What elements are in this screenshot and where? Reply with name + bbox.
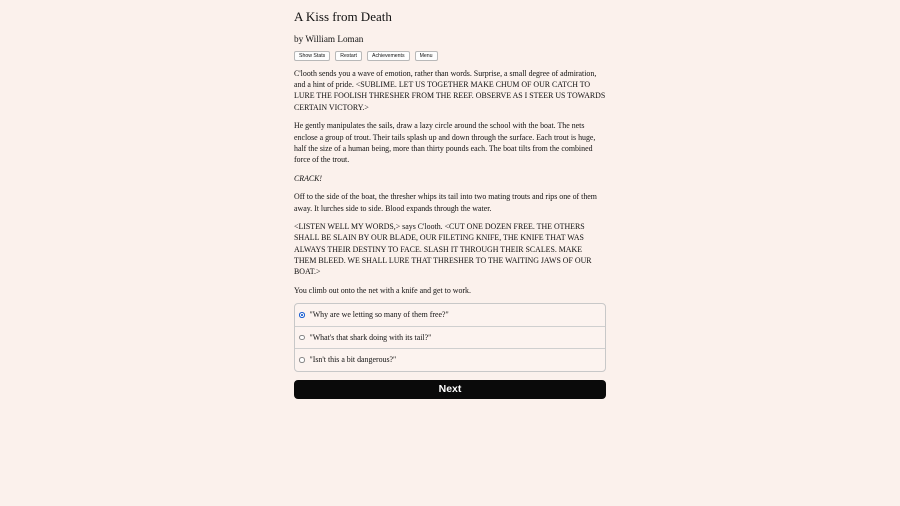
- story-title: A Kiss from Death: [294, 9, 392, 24]
- choice-list: [294, 303, 606, 372]
- passage-paragraph: <LISTEN WELL MY WORDS,> says C'looth. <CUT ONE DOZEN FREE. THE OTHERS SHALL BE SLAIN BY OUR BLADE, OUR FILETING KNIFE, THE KNIFE THAT WAS ALWAYS THEIR DESTINY TO FACE. SLASH IT THROUGH THEIR SCALES. MAKE THEM BLEED. WE SHALL LURE THAT THRESHER TO THE WAITING JAWS OF OUR BOAT.>: [294, 222, 592, 277]
- choice-label: "What's that shark doing with its tail?": [309, 332, 432, 342]
- radio-button[interactable]: [299, 335, 305, 341]
- restart-button[interactable]: Restart: [335, 51, 362, 61]
- choice-option[interactable]: [295, 348, 605, 371]
- radio-button[interactable]: [299, 357, 305, 363]
- passage-paragraph: CRACK!: [294, 173, 323, 183]
- achievements-button[interactable]: Achievements: [367, 51, 410, 61]
- story-container: [294, 8, 606, 399]
- choice-option[interactable]: [295, 304, 605, 326]
- choice-label: "Why are we letting so many of them free?": [309, 310, 449, 320]
- radio-button-selected[interactable]: [299, 312, 305, 318]
- story-passage: [294, 68, 606, 296]
- story-byline: by William Loman: [294, 34, 364, 44]
- passage-paragraph: He gently manipulates the sails, draw a lazy circle around the school with the boat. The nets enclose a group of trout. Their tails splash up and down through the surface. Each trout is huge, half the size of a human being, more than thirty pounds each. The boat tilts from the combined force of the trout.: [294, 121, 596, 164]
- passage-paragraph: C'looth sends you a wave of emotion, rather than words. Surprise, a small degree of admiration, and a hint of pride. <SUBLIME. LET US TOGETHER MAKE CHUM OF OUR CATCH TO LURE THE FOOLISH THRESHER FROM THE REEF. OBSERVE AS I STEER US TOWARDS CERTAIN VICTORY.>: [294, 69, 606, 112]
- show-stats-button[interactable]: Show Stats: [294, 51, 330, 61]
- menu-button[interactable]: Menu: [415, 51, 438, 61]
- toolbar: [294, 51, 606, 61]
- choice-label: "Isn't this a bit dangerous?": [309, 355, 397, 365]
- passage-paragraph: You climb out onto the net with a knife and get to work.: [294, 285, 471, 295]
- passage-paragraph: Off to the side of the boat, the thresher whips its tail into two mating trouts and rips one of them away. It lurches side to side. Blood expands through the water.: [294, 192, 597, 213]
- next-button[interactable]: Next: [294, 380, 606, 399]
- choice-option[interactable]: [295, 326, 605, 349]
